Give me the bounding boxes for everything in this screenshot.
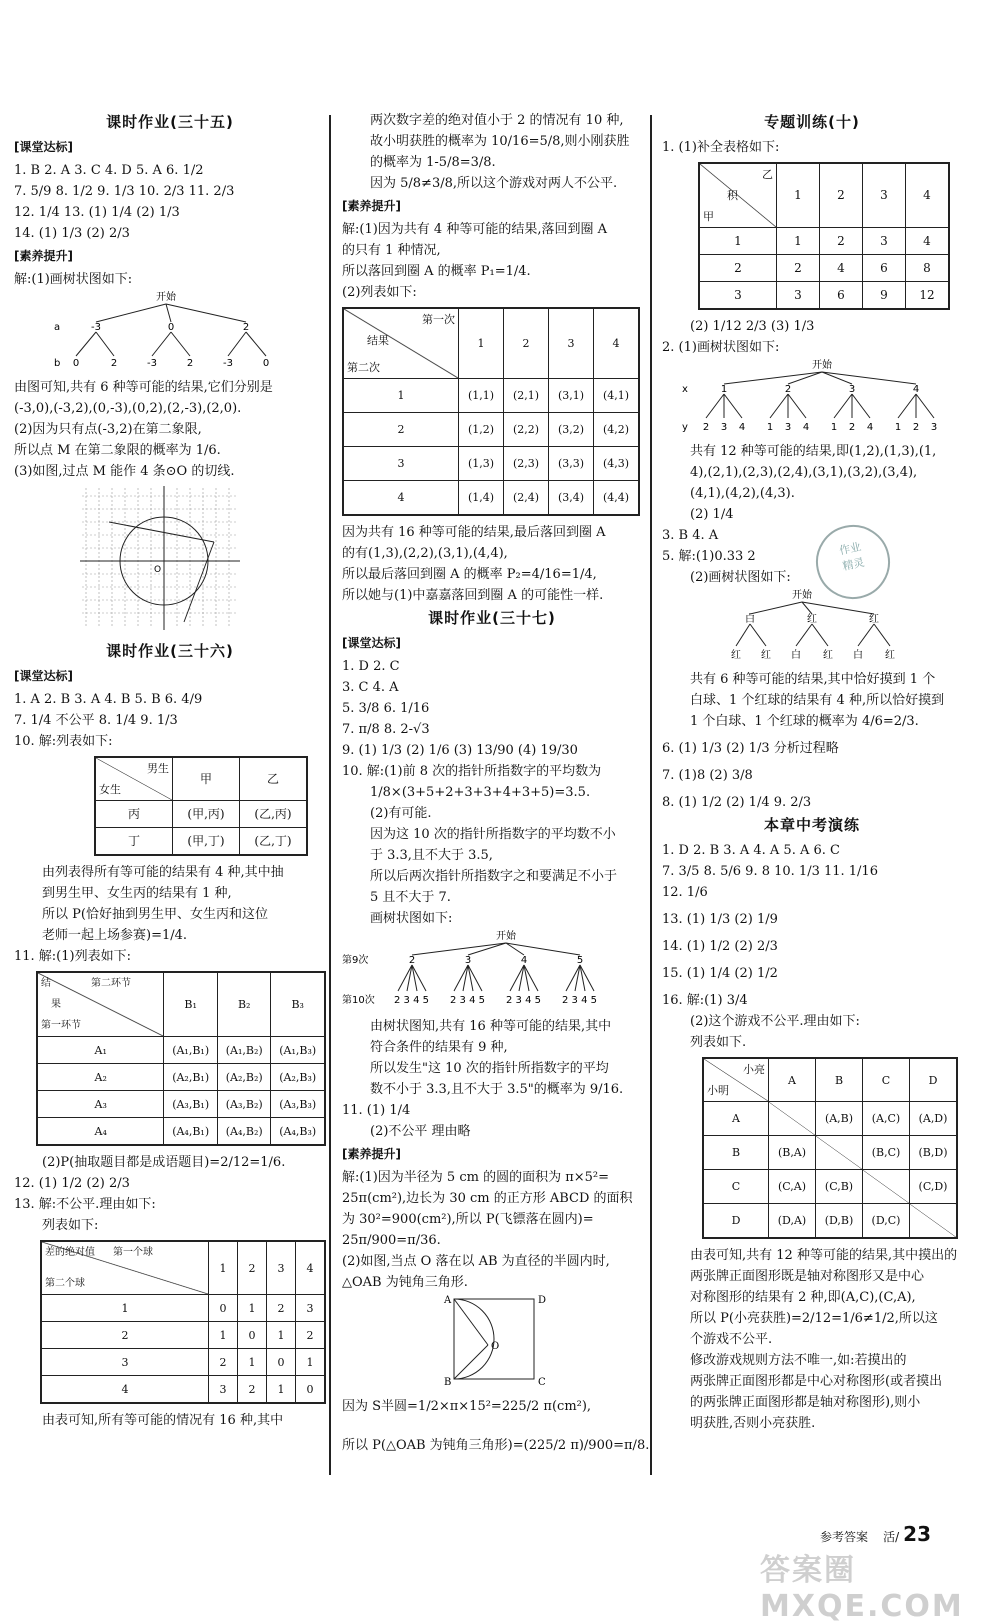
answer-line: 列表如下:: [42, 1218, 99, 1233]
svg-text:1: 1: [830, 422, 838, 433]
answer-line: 7. 5/9 8. 1/2 9. 1/3 10. 2/3 11. 2/3: [14, 184, 235, 199]
answer-line: 7. 1/4 不公平 8. 1/4 9. 1/3: [14, 713, 178, 728]
svg-text:2 3 4 5: 2 3 4 5: [450, 994, 485, 1006]
svg-text:2: 2: [848, 422, 856, 433]
answer-line: 画树状图如下:: [370, 910, 453, 926]
answer-line: 12. 1/6: [662, 885, 708, 900]
tree-node: 0: [72, 358, 80, 369]
answer-line: 的两张牌正面图形都是轴对称图形),则小: [690, 1394, 921, 1410]
table-cards: 小亮 小明 A B C D A (A,B) (A,C) (A,D) B (B,A) (B,C) (B,D) C (C,A) (C,B) (C,D) D (D,A) (D,B) (D,C): [702, 1057, 958, 1239]
answer-line: 5. 3/8 6. 1/16: [342, 700, 430, 716]
svg-text:C: C: [538, 1376, 546, 1388]
svg-text:3: 3: [930, 422, 938, 433]
svg-text:开始: 开始: [496, 930, 516, 942]
svg-text:1: 1: [766, 422, 774, 433]
grid-circle-figure: [14, 482, 314, 632]
svg-text:2: 2: [702, 422, 710, 433]
section-title: 本章中考演练: [763, 816, 860, 834]
answer-line: 10. 解:列表如下:: [14, 734, 113, 749]
answer-line: 所以 P(恰好抽到男生甲、女生丙和这位: [42, 907, 268, 922]
svg-text:x: x: [682, 384, 688, 395]
answer-line: 共有 6 种等可能的结果,其中恰好摸到 1 个: [690, 672, 936, 687]
tree-label: b: [54, 358, 61, 369]
footer-label-2: 活/: [883, 1530, 900, 1544]
answer-line: 13. (1) 1/3 (2) 1/9: [662, 912, 778, 927]
answer-line: 4),(2,1),(2,3),(2,4),(3,1),(3,2),(3,4),: [690, 465, 918, 480]
answer-line: (2)有可能.: [370, 805, 432, 821]
svg-text:红: 红: [807, 614, 817, 625]
svg-text:3: 3: [784, 422, 792, 433]
table-header-cell: 甲: [173, 757, 240, 801]
svg-text:5: 5: [576, 954, 584, 966]
tree-node: -3: [147, 358, 157, 369]
answer-line: 明获胜,否则小亮获胜.: [690, 1415, 816, 1431]
svg-text:3: 3: [848, 384, 856, 395]
answer-line: 7. (1)8 (2) 3/8: [662, 768, 753, 783]
answer-line: 1. A 2. B 3. A 4. B 5. B 6. 4/9: [14, 692, 203, 707]
subsection-label: [素养提升]: [342, 199, 401, 213]
svg-text:红: 红: [869, 614, 879, 625]
answer-line: 13. 解:不公平.理由如下:: [14, 1197, 156, 1212]
table-row: D (D,A) (D,B) (D,C): [703, 1204, 957, 1238]
svg-text:开始: 开始: [812, 360, 832, 371]
answer-line: 由表可知,共有 12 种等可能的结果,其中摸出的: [690, 1247, 958, 1263]
answer-line: 白球、1 个红球的结果有 4 种,所以恰好摸到: [690, 693, 945, 708]
answer-line: 的概率为 1-5/8=3/8.: [370, 155, 496, 170]
tree-node: 0: [167, 322, 175, 333]
answer-line: (2)因为只有点(-3,2)在第二象限,: [14, 422, 202, 437]
answer-line: (2)如图,当点 O 落在以 AB 为直径的半圆内时,: [342, 1253, 610, 1269]
answer-line: 16. 解:(1) 3/4: [662, 993, 748, 1008]
answer-line: 由列表得所有等可能的结果有 4 种,其中抽: [42, 865, 284, 880]
svg-text:开始: 开始: [792, 590, 812, 601]
svg-text:2 3 4 5: 2 3 4 5: [394, 994, 429, 1006]
table-header-cell: 第一次 结果 第二次: [343, 308, 459, 379]
answer-line: 25π/900=π/36.: [342, 1232, 441, 1248]
answer-line: 解:(1)因为半径为 5 cm 的圆的面积为 π×5²=: [342, 1169, 610, 1185]
answer-line: 故小明获胜的概率为 10/16=5/8,则小刚获胜: [370, 134, 630, 149]
answer-line: 7. 3/5 8. 5/6 9. 8 10. 1/3 11. 1/16: [662, 864, 878, 879]
tree-node: 2: [242, 322, 250, 333]
answer-line: 1/8×(3+5+2+3+3+4+3+5)=3.5.: [370, 784, 591, 800]
answer-line: (2) 1/12 2/3 (3) 1/3: [690, 319, 815, 334]
section-title: 课时作业(三十五): [106, 113, 234, 131]
table-row: 2 2 4 6 8: [699, 255, 949, 282]
answer-line: (2) 1/4: [690, 507, 734, 522]
answer-line: 的只有 1 种情况,: [342, 243, 441, 258]
svg-text:1: 1: [894, 422, 902, 433]
answer-line: 由树状图知,共有 16 种等可能的结果,其中: [370, 1018, 612, 1034]
answer-line: (2)这个游戏不公平.理由如下:: [690, 1014, 860, 1029]
answer-line: 因为 S半圆=1/2×π×15²=225/2 π(cm²),: [342, 1398, 592, 1414]
answer-line: 所以落回到圈 A 的概率 P₁=1/4.: [342, 264, 531, 279]
svg-text:O: O: [154, 565, 162, 575]
answer-line: 所以发生"这 10 次的指针所指数字的平均: [370, 1060, 609, 1076]
tree-node: 2: [110, 358, 118, 369]
answer-line: 老师一起上场参赛)=1/4.: [42, 928, 188, 943]
svg-text:2 3 4 5: 2 3 4 5: [562, 994, 597, 1006]
table-row: A₄ (A₄,B₁) (A₄,B₂) (A₄,B₃): [37, 1118, 325, 1146]
tree-node: 0: [262, 358, 270, 369]
svg-text:3: 3: [464, 954, 472, 966]
table-header-cell: 结 第二环节 果 第一环节: [37, 972, 164, 1037]
watermark-logo: 答案圈 MXQE.COM: [760, 1553, 964, 1624]
answer-line: 8. (1) 1/2 (2) 1/4 9. 2/3: [662, 795, 812, 810]
svg-text:红: 红: [731, 650, 741, 661]
page-number: 23: [903, 1522, 931, 1546]
svg-text:2 3 4 5: 2 3 4 5: [506, 994, 541, 1006]
tree-diagram-balls: [662, 588, 952, 662]
answer-line: 到男生甲、女生丙的结果有 1 种,: [42, 886, 232, 901]
answer-line: 所以点 M 在第二象限的概率为 1/6.: [14, 443, 221, 458]
answer-line: 15. (1) 1/4 (2) 1/2: [662, 966, 778, 981]
section-title: 课时作业(三十六): [106, 642, 234, 660]
answer-line: 11. 解:(1)列表如下:: [14, 949, 131, 964]
subsection-label: [课堂达标]: [342, 635, 401, 650]
answer-line: 符合条件的结果有 9 种,: [370, 1039, 508, 1055]
column-2: [342, 110, 650, 1456]
svg-text:4: 4: [520, 954, 528, 966]
answer-line: 由图可知,共有 6 种等可能的结果,它们分别是: [14, 380, 273, 395]
svg-text:2: 2: [912, 422, 920, 433]
answer-line: 1. B 2. A 3. C 4. D 5. A 6. 1/2: [14, 163, 204, 178]
table-q13: 差的绝对值 第一个球 第二个球 1 2 3 4 1 0 1 2 3 2 1 0 1 2 3 2 1 0 1 4 3 2 1 0: [40, 1240, 326, 1404]
answer-line: 1 个白球、1 个红球的概率为 4/6=2/3.: [690, 714, 919, 729]
answer-line: 1. D 2. B 3. A 4. A 5. A 6. C: [662, 843, 840, 858]
answer-line: 1. (1)补全表格如下:: [662, 140, 780, 155]
svg-text:3: 3: [720, 422, 728, 433]
tree-label: a: [54, 322, 61, 333]
answer-line: 共有 12 种等可能的结果,即(1,2),(1,3),(1,: [690, 444, 937, 459]
table-q10: [94, 756, 308, 856]
answer-line: 10. 解:(1)前 8 次的指针所指数字的平均数为: [342, 763, 602, 779]
answer-line: △OAB 为钝角三角形.: [342, 1274, 468, 1290]
table-header-cell: 小亮 小明: [703, 1058, 769, 1102]
answer-line: 的有(1,3),(2,2),(3,1),(4,4),: [342, 545, 508, 561]
column-3: [662, 110, 962, 1434]
table-row: A₁ (A₁,B₁) (A₁,B₂) (A₁,B₃): [37, 1037, 325, 1064]
answer-line: 解:(1)画树状图如下:: [14, 272, 133, 287]
table-row: A₃ (A₃,B₁) (A₃,B₂) (A₃,B₃): [37, 1091, 325, 1118]
footer-label: 参考答案: [820, 1530, 869, 1544]
answer-line: 为 30²=900(cm²),所以 P(飞镖落在圆内)=: [342, 1211, 594, 1227]
answer-line: 个游戏不公平.: [690, 1331, 773, 1347]
svg-text:第10次: 第10次: [342, 994, 375, 1006]
answer-line: 3. C 4. A: [342, 679, 399, 695]
table-row: 丁 (甲,丁) (乙,丁): [95, 828, 307, 856]
answer-line: 于 3.3,且不大于 3.5,: [370, 847, 493, 863]
answer-line: (3)如图,过点 M 能作 4 条⊙O 的切线.: [14, 464, 235, 479]
svg-text:4: 4: [802, 422, 810, 433]
svg-text:D: D: [538, 1294, 547, 1306]
table-header-cell: 乙 积 甲: [699, 163, 777, 228]
answer-line: 11. (1) 1/4: [342, 1102, 411, 1118]
table-row: 1 1 2 3 4: [699, 228, 949, 255]
answer-line: 因为共有 16 种等可能的结果,最后落回到圈 A: [342, 524, 606, 540]
answer-line: 14. (1) 1/3 (2) 2/3: [14, 226, 130, 241]
svg-text:第9次: 第9次: [342, 954, 369, 966]
answer-line: 因为 5/8≠3/8,所以这个游戏对两人不公平.: [370, 176, 618, 191]
subsection-label: [课堂达标]: [14, 669, 73, 683]
svg-text:4: 4: [866, 422, 874, 433]
table-row: 2 1 0 1 2: [41, 1322, 325, 1349]
answer-line: 12. (1) 1/2 (2) 2/3: [14, 1176, 130, 1191]
answer-line: 所以她与(1)中嘉嘉落回到圈 A 的可能性一样.: [342, 587, 604, 603]
tree-diagram-spinner: [342, 929, 632, 1009]
subsection-label: [素养提升]: [342, 1146, 401, 1161]
tree-diagram-xy: [662, 358, 952, 434]
answer-line: (2)P(抽取题目都是成语题目)=2/12=1/6.: [42, 1155, 286, 1170]
answer-line: 对称图形的结果有 2 种,即(A,C),(C,A),: [690, 1289, 916, 1305]
table-row: 1 0 1 2 3: [41, 1295, 325, 1322]
answer-line: 14. (1) 1/2 (2) 2/3: [662, 939, 778, 954]
table-row: 3 2 1 0 1: [41, 1349, 325, 1376]
table-circle-a: 第一次 结果 第二次 1 2 3 4 1 (1,1) (2,1) (3,1) (4,1) 2 (1,2) (2,2) (3,2) (4,2) 3 (1,3) (2,3) (3,3) (4,3) 4 (1,4) (2,4) (3,4) (4,4): [342, 307, 640, 516]
table-header-cell: 差的绝对值 第一个球 第二个球: [41, 1241, 209, 1295]
svg-text:B: B: [444, 1376, 452, 1388]
answer-line: 由表可知,所有等可能的情况有 16 种,其中: [42, 1413, 284, 1428]
answer-line: 两张牌正面图形都是中心对称图形(或者摸出: [690, 1373, 943, 1389]
svg-text:O: O: [491, 1340, 500, 1352]
subsection-label: [课堂达标]: [14, 140, 73, 154]
square-semicircle-figure: [342, 1293, 632, 1389]
answer-line: 2. (1)画树状图如下:: [662, 340, 780, 355]
answer-line: 3. B 4. A: [662, 528, 719, 543]
answer-line: 25π(cm²),边长为 30 cm 的正方形 ABCD 的面积: [342, 1190, 633, 1206]
answer-line: (2)列表如下:: [342, 285, 417, 300]
answer-line: 5. 解:(1)0.33 2: [662, 549, 756, 564]
answer-line: 所以 P(△OAB 为钝角三角形)=(225/2 π)/900=π/8.: [342, 1437, 650, 1453]
tree-node: -3: [223, 358, 233, 369]
table-row: 丙 (甲,丙) (乙,丙): [95, 801, 307, 828]
svg-text:4: 4: [738, 422, 746, 433]
tree-label: 开始: [156, 292, 176, 303]
tree-node: 2: [186, 358, 194, 369]
page-footer: [820, 1522, 931, 1546]
tree-node: -3: [91, 322, 101, 333]
answer-line: 修改游戏规则方法不唯一,如:若摸出的: [690, 1352, 907, 1368]
answer-line: (4,1),(4,2),(4,3).: [690, 486, 795, 501]
column-1: [14, 110, 326, 1431]
svg-text:4: 4: [912, 384, 920, 395]
answer-line: 5 且不大于 7.: [370, 889, 451, 905]
answer-line: 解:(1)因为共有 4 种等可能的结果,落回到圈 A: [342, 222, 607, 237]
section-title: 课时作业(三十七): [428, 608, 556, 627]
svg-text:红: 红: [823, 650, 833, 661]
answer-line: 9. (1) 1/3 (2) 1/6 (3) 13/90 (4) 19/30: [342, 742, 578, 758]
table-q11: 结 第二环节 果 第一环节 B₁ B₂ B₃ A₁ (A₁,B₁) (A₁,B₂) (A₁,B₃) A₂ (A₂,B₁) (A₂,B₂) (A₂,B₃) A₃ (A₃,B₁) (A₃,B₂) (A₃,B₃) A₄ (A₄,B₁) (A₄,B₂) (A₄,B₃): [36, 971, 326, 1146]
svg-text:白: 白: [791, 650, 801, 661]
answer-line: 7. π/8 8. 2-√3: [342, 721, 430, 737]
table-row: 4 3 2 1 0: [41, 1376, 325, 1404]
table-row: 3 3 6 9 12: [699, 282, 949, 310]
answer-line: (2)不公平 理由略: [370, 1123, 471, 1139]
tree-diagram-1: [14, 290, 314, 370]
svg-text:红: 红: [761, 650, 771, 661]
answer-line: (2)画树状图如下:: [690, 570, 791, 585]
table-header-cell: 乙: [240, 757, 308, 801]
table-row: 3 (1,3) (2,3) (3,3) (4,3): [343, 447, 639, 481]
answer-line: 两次数字差的绝对值小于 2 的情况有 10 种,: [370, 113, 624, 128]
svg-text:1: 1: [720, 384, 728, 395]
svg-text:白: 白: [745, 614, 755, 625]
table-product: 乙 积 甲 1 2 3 4 1 1 2 3 4 2 2 4 6 8 3 3 6 9 12: [698, 162, 950, 310]
answer-line: (-3,0),(-3,2),(0,-3),(0,2),(2,-3),(2,0).: [14, 401, 242, 416]
svg-text:2: 2: [408, 954, 416, 966]
table-header-cell: 男生 女生: [95, 757, 173, 801]
stamp-seal: 作业 精灵: [809, 518, 897, 606]
table-row: 4 (1,4) (2,4) (3,4) (4,4): [343, 481, 639, 515]
answer-line: 因为这 10 次的指针所指数字的平均数不小: [370, 826, 616, 842]
answer-line: 6. (1) 1/3 (2) 1/3 分析过程略: [662, 741, 839, 756]
answer-line: 两张牌正面图形既是轴对称图形又是中心: [690, 1268, 925, 1284]
table-row: C (C,A) (C,B) (C,D): [703, 1170, 957, 1204]
table-row: A₂ (A₂,B₁) (A₂,B₂) (A₂,B₃): [37, 1064, 325, 1091]
table-row: B (B,A) (B,C) (B,D): [703, 1136, 957, 1170]
answer-line: 12. 1/4 13. (1) 1/4 (2) 1/3: [14, 205, 180, 220]
svg-text:2: 2: [784, 384, 792, 395]
answer-line: 所以 P(小亮获胜)=2/12=1/6≠1/2,所以这: [690, 1310, 938, 1326]
svg-text:A: A: [444, 1294, 452, 1306]
table-row: A (A,B) (A,C) (A,D): [703, 1102, 957, 1136]
answer-line: 列表如下.: [690, 1035, 747, 1050]
svg-text:白: 白: [853, 650, 863, 661]
answer-line: 数不小于 3.3,且不大于 3.5"的概率为 9/16.: [370, 1081, 624, 1097]
table-row: 1 (1,1) (2,1) (3,1) (4,1): [343, 379, 639, 413]
answer-line: 所以最后落回到圈 A 的概率 P₂=4/16=1/4,: [342, 566, 597, 582]
svg-text:红: 红: [885, 650, 895, 661]
answer-line: 所以后两次指针所指数字之和要满足不小于: [370, 868, 618, 884]
subsection-label: [素养提升]: [14, 249, 73, 263]
section-title: 专题训练(十): [764, 113, 860, 131]
svg-text:y: y: [682, 422, 688, 433]
table-row: 2 (1,2) (2,2) (3,2) (4,2): [343, 413, 639, 447]
answer-line: 1. D 2. C: [342, 658, 400, 674]
